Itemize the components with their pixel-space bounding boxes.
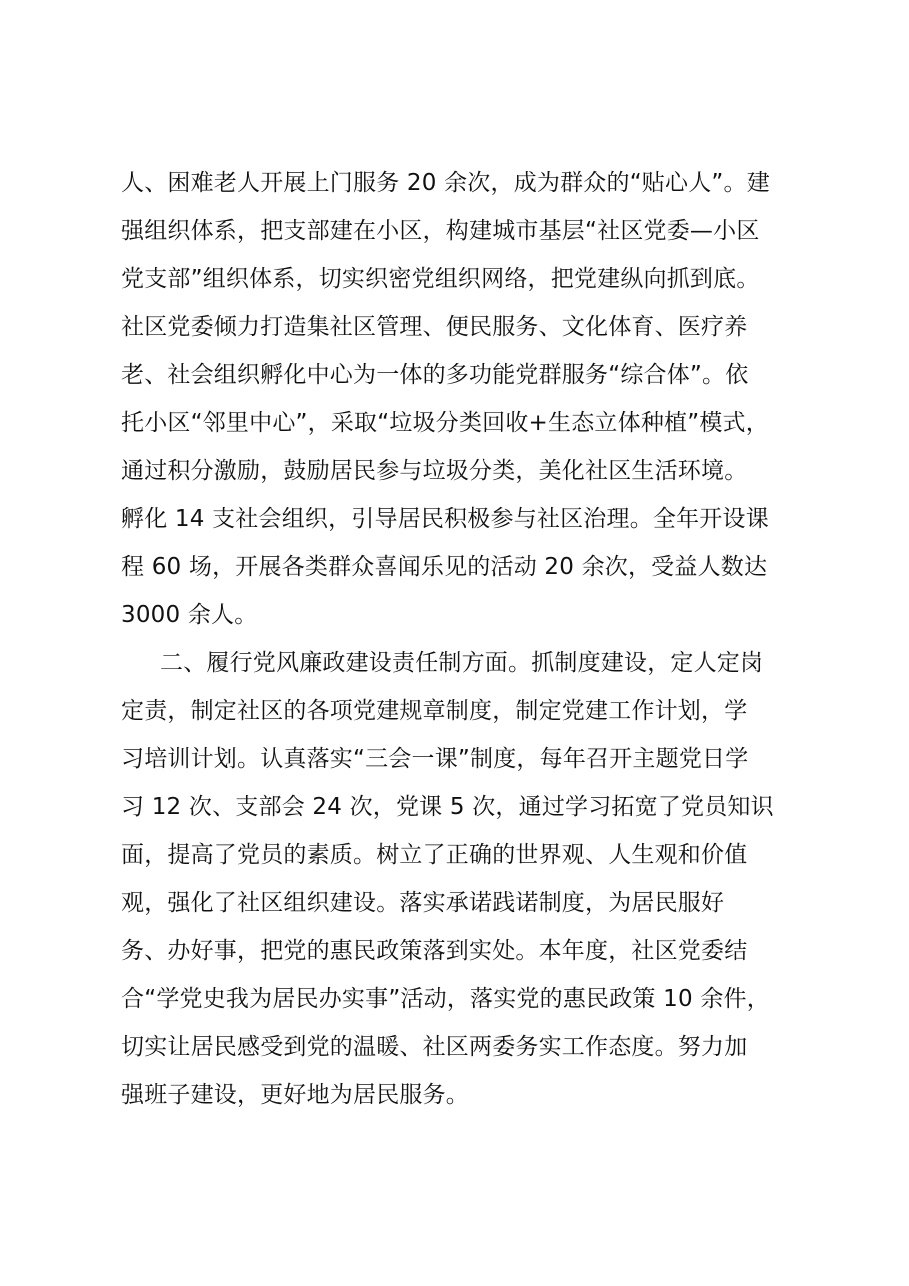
paragraph-line: 面，提高了党员的素质。树立了正确的世界观、人生观和价值 xyxy=(121,842,748,868)
paragraph-line: 党支部”组织体系，切实织密党组织网络，把党建纵向抓到底。 xyxy=(121,266,760,292)
paragraph-line: 切实让居民感受到党的温暖、社区两委务实工作态度。努力加 xyxy=(121,1034,748,1060)
paragraph-line: 社区党委倾力打造集社区管理、便民服务、文化体育、医疗养 xyxy=(121,314,748,340)
paragraph-line: 老、社会组织孵化中心为一体的多功能党群服务“综合体”。依 xyxy=(121,362,749,388)
paragraph-line: 人、困难老人开展上门服务 20 余次，成为群众的“贴心人”。建 xyxy=(121,170,770,196)
paragraph-line: 习培训计划。认真落实“三会一课”制度，每年召开主题党日学 xyxy=(121,746,749,772)
paragraph-line: 程 60 场，开展各类群众喜闻乐见的活动 20 余次，受益人数达 xyxy=(121,554,768,580)
paragraph-line: 强组织体系，把支部建在小区，构建城市基层“社区党委—小区 xyxy=(121,218,760,244)
paragraph-line: 3000 余人。 xyxy=(121,602,258,628)
paragraph-line: 务、办好事，把党的惠民政策落到实处。本年度，社区党委结 xyxy=(121,938,748,964)
paragraph-line: 定责，制定社区的各项党建规章制度，制定党建工作计划，学 xyxy=(121,698,748,724)
paragraph-line: 通过积分激励，鼓励居民参与垃圾分类，美化社区生活环境。 xyxy=(121,458,748,484)
paragraph-line: 观，强化了社区组织建设。落实承诺践诺制度，为居民服好 xyxy=(121,890,725,916)
paragraph-line: 合“学党史我为居民办实事”活动，落实党的惠民政策 10 余件， xyxy=(121,986,770,1012)
paragraph-line: 托小区“邻里中心”，采取“垃圾分类回收+生态立体种植”模式， xyxy=(121,410,769,436)
paragraph-line: 习 12 次、支部会 24 次，党课 5 次，通过学习拓宽了党员知识 xyxy=(121,794,774,820)
section-heading-line: 二、履行党风廉政建设责任制方面。抓制度建设，定人定岗 xyxy=(160,650,764,676)
paragraph-line: 孵化 14 支社会组织，引导居民积极参与社区治理。全年开设课 xyxy=(121,506,769,532)
paragraph-line: 强班子建设，更好地为居民服务。 xyxy=(121,1082,469,1108)
